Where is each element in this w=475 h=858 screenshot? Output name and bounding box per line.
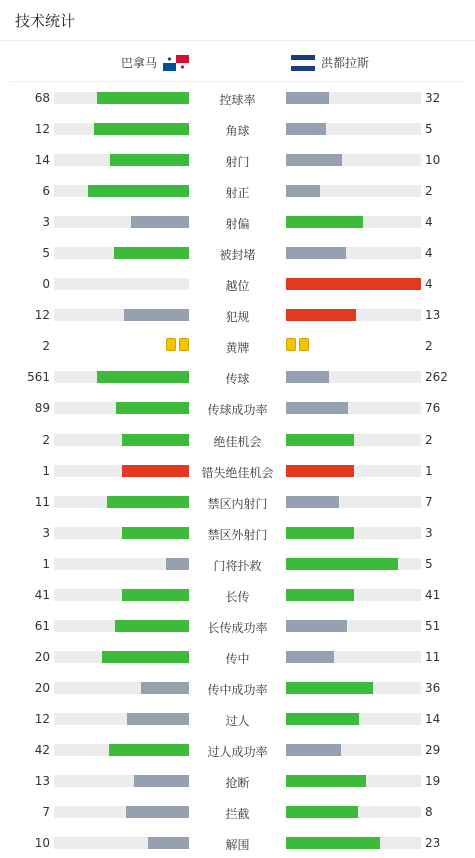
- away-bar-fill: [286, 434, 354, 446]
- home-bar-track: [54, 465, 189, 477]
- away-value: 262: [425, 370, 448, 385]
- away-value: 5: [425, 122, 433, 137]
- away-value: 4: [425, 215, 433, 230]
- away-value: 2: [425, 184, 433, 199]
- home-bar-track: [54, 434, 189, 446]
- home-bar-fill: [88, 185, 189, 197]
- home-bar-track: [54, 527, 189, 539]
- away-bar-track: [286, 806, 421, 818]
- stat-row: [0, 486, 475, 517]
- home-yellow-cards: [166, 338, 189, 351]
- page-title: 技术统计: [15, 11, 76, 30]
- away-bar-fill: [286, 402, 348, 414]
- stat-row: [0, 610, 475, 641]
- stat-label: 传中: [225, 651, 250, 666]
- away-bar-fill: [286, 154, 342, 166]
- stat-row: [0, 579, 475, 610]
- away-bar-fill: [286, 527, 354, 539]
- home-bar-track: [54, 589, 189, 601]
- away-bar-track: [286, 465, 421, 477]
- home-bar-fill: [131, 216, 189, 228]
- home-bar-fill: [114, 247, 189, 259]
- stat-label: 绝佳机会: [213, 434, 262, 449]
- away-bar-track: [286, 713, 421, 725]
- home-bar-fill: [122, 434, 190, 446]
- away-bar-fill: [286, 278, 421, 290]
- stat-row: [0, 424, 475, 455]
- stat-row: [0, 268, 475, 299]
- stat-row: [0, 237, 475, 268]
- away-value: 1: [425, 463, 433, 478]
- stat-label: 禁区内射门: [207, 496, 268, 511]
- away-bar-track: [286, 371, 421, 383]
- stat-row: [0, 361, 475, 392]
- home-bar-fill: [97, 92, 189, 104]
- away-bar-fill: [286, 620, 347, 632]
- away-bar-track: [286, 278, 421, 290]
- away-bar-fill: [286, 465, 354, 477]
- away-bar-track: [286, 837, 421, 849]
- home-bar-fill: [109, 744, 189, 756]
- home-value: 2: [42, 339, 50, 354]
- stat-row: [0, 827, 475, 858]
- home-value: 10: [34, 836, 50, 851]
- away-bar-fill: [286, 682, 373, 694]
- home-bar-fill: [116, 402, 189, 414]
- away-value: 7: [425, 494, 433, 509]
- home-value: 14: [34, 153, 50, 168]
- stat-row: [0, 703, 475, 734]
- away-bar-track: [286, 620, 421, 632]
- home-bar-fill: [166, 558, 189, 570]
- stat-label: 错失绝佳机会: [201, 465, 274, 480]
- away-value: 51: [425, 618, 441, 633]
- yellow-card-icon: [179, 338, 189, 351]
- yellow-card-icon: [166, 338, 176, 351]
- stat-label: 越位: [225, 279, 250, 294]
- stat-label: 犯规: [225, 310, 250, 325]
- stat-label: 门将扑救: [213, 558, 262, 573]
- home-bar-fill: [126, 806, 189, 818]
- away-bar-fill: [286, 806, 358, 818]
- away-bar-fill: [286, 371, 329, 383]
- away-bar-track: [286, 651, 421, 663]
- home-value: 12: [34, 711, 50, 726]
- away-bar-fill: [286, 837, 380, 849]
- home-bar-track: [54, 620, 189, 632]
- away-bar-fill: [286, 558, 398, 570]
- stats-list: [0, 82, 475, 858]
- home-value: 12: [34, 308, 50, 323]
- home-value: 20: [34, 649, 50, 664]
- page-header: [0, 0, 475, 41]
- home-value: 0: [42, 277, 50, 292]
- away-bar-fill: [286, 496, 339, 508]
- stat-label: 控球率: [219, 93, 256, 107]
- home-value: 68: [34, 91, 50, 105]
- away-value: 2: [425, 339, 433, 354]
- away-bar-track: [286, 247, 421, 259]
- home-bar-fill: [122, 527, 190, 539]
- stat-row: [0, 392, 475, 423]
- away-value: 2: [425, 432, 433, 447]
- stat-label: 抢断: [225, 776, 250, 791]
- away-bar-track: [286, 402, 421, 414]
- home-bar-track: [54, 371, 189, 383]
- home-bar-track: [54, 92, 189, 104]
- stat-label: 角球: [225, 124, 250, 139]
- home-team[interactable]: [121, 54, 189, 71]
- stat-row: [0, 517, 475, 548]
- away-bar-track: [286, 434, 421, 446]
- away-bar-track: [286, 558, 421, 570]
- away-bar-track: [286, 527, 421, 539]
- away-bar-fill: [286, 92, 329, 104]
- home-bar-fill: [122, 465, 190, 477]
- stat-label: 拦截: [225, 807, 250, 822]
- home-value: 7: [42, 805, 50, 820]
- home-bar-fill: [115, 620, 189, 632]
- home-value: 41: [34, 587, 50, 602]
- home-value: 12: [34, 122, 50, 137]
- away-value: 19: [425, 774, 441, 789]
- away-value: 32: [425, 91, 441, 105]
- away-bar-fill: [286, 651, 334, 663]
- away-bar-fill: [286, 775, 366, 787]
- home-bar-track: [54, 558, 189, 570]
- home-bar-track: [54, 185, 189, 197]
- home-team-name: 巴拿马: [120, 56, 157, 70]
- home-bar-fill: [102, 651, 189, 663]
- away-value: 4: [425, 277, 433, 292]
- stat-label: 长传成功率: [207, 620, 268, 635]
- away-value: 3: [425, 525, 433, 540]
- stat-row: [0, 548, 475, 579]
- home-bar-fill: [122, 589, 190, 601]
- stat-row: [0, 82, 475, 113]
- home-bar-fill: [148, 837, 189, 849]
- home-value: 1: [42, 556, 50, 571]
- home-value: 89: [34, 401, 50, 416]
- home-value: 561: [27, 370, 50, 385]
- away-bar-fill: [286, 589, 354, 601]
- away-bar-fill: [286, 744, 341, 756]
- away-value: 5: [425, 556, 433, 571]
- stat-row: [0, 113, 475, 144]
- away-bar-track: [286, 496, 421, 508]
- home-bar-fill: [107, 496, 189, 508]
- away-value: 13: [425, 308, 441, 323]
- stat-label: 传球成功率: [207, 403, 268, 418]
- away-value: 41: [425, 587, 441, 602]
- stat-label: 射正: [225, 186, 250, 201]
- home-bar-track: [54, 496, 189, 508]
- away-value: 10: [425, 153, 441, 168]
- away-value: 36: [425, 680, 441, 695]
- home-bar-track: [54, 402, 189, 414]
- stat-row: [0, 765, 475, 796]
- away-bar-track: [286, 185, 421, 197]
- stat-label: 射偏: [225, 217, 250, 232]
- home-bar-track: [54, 216, 189, 228]
- stat-row: [0, 175, 475, 206]
- away-bar-track: [286, 123, 421, 135]
- away-bar-track: [286, 744, 421, 756]
- away-bar-fill: [286, 713, 359, 725]
- away-bar-track: [286, 154, 421, 166]
- stat-label: 过人: [225, 713, 250, 728]
- away-value: 76: [425, 401, 441, 416]
- stat-label: 射门: [225, 155, 250, 170]
- teams-header: [10, 41, 465, 82]
- away-bar-track: [286, 589, 421, 601]
- home-bar-fill: [110, 154, 189, 166]
- away-bar-track: [286, 682, 421, 694]
- stat-label: 传球: [225, 372, 250, 387]
- home-bar-fill: [124, 309, 189, 321]
- stat-label: 被封堵: [219, 248, 256, 263]
- stat-row: [0, 734, 475, 765]
- away-value: 4: [425, 246, 433, 261]
- away-bar-fill: [286, 185, 320, 197]
- home-bar-track: [54, 806, 189, 818]
- away-bar-track: [286, 775, 421, 787]
- home-bar-fill: [141, 682, 189, 694]
- away-value: 8: [425, 805, 433, 820]
- away-team[interactable]: [291, 54, 369, 71]
- stat-row: [0, 206, 475, 237]
- stat-label: 传中成功率: [207, 682, 268, 697]
- home-bar-fill: [94, 123, 189, 135]
- stat-row: [0, 641, 475, 672]
- stat-row: [0, 672, 475, 703]
- stat-row: [0, 144, 475, 175]
- away-bar-fill: [286, 123, 326, 135]
- stat-row: [0, 299, 475, 330]
- home-value: 6: [42, 184, 50, 199]
- away-bar-track: [286, 309, 421, 321]
- away-team-name: 洪都拉斯: [321, 56, 370, 70]
- away-bar-fill: [286, 247, 346, 259]
- stat-label: 禁区外射门: [207, 527, 268, 542]
- away-value: 14: [425, 711, 441, 726]
- away-value: 23: [425, 836, 441, 851]
- home-value: 3: [42, 215, 50, 230]
- home-bar-track: [54, 713, 189, 725]
- home-bar-track: [54, 278, 189, 290]
- yellow-card-icon: [286, 338, 296, 351]
- home-value: 61: [34, 618, 50, 633]
- stat-label: 解围: [225, 838, 250, 853]
- home-bar-fill: [97, 371, 189, 383]
- stat-label: 黄牌: [225, 341, 250, 356]
- honduras-flag-icon: [291, 55, 315, 71]
- home-value: 42: [34, 742, 50, 757]
- away-value: 11: [425, 649, 441, 664]
- stat-row: [0, 330, 475, 361]
- home-bar-track: [54, 682, 189, 694]
- home-value: 3: [42, 525, 50, 540]
- stat-row: [0, 796, 475, 827]
- away-bar-fill: [286, 309, 356, 321]
- away-bar-fill: [286, 216, 363, 228]
- home-bar-track: [54, 154, 189, 166]
- stat-row: [0, 455, 475, 486]
- stat-label: 长传: [225, 589, 250, 604]
- away-bar-track: [286, 92, 421, 104]
- yellow-card-icon: [299, 338, 309, 351]
- home-value: 2: [42, 432, 50, 447]
- home-bar-track: [54, 309, 189, 321]
- home-bar-fill: [127, 713, 189, 725]
- home-bar-fill: [134, 775, 189, 787]
- home-value: 13: [34, 774, 50, 789]
- home-bar-track: [54, 775, 189, 787]
- away-bar-track: [286, 216, 421, 228]
- home-bar-track: [54, 247, 189, 259]
- away-value: 29: [425, 742, 441, 757]
- home-value: 1: [42, 463, 50, 478]
- panama-flag-icon: [163, 55, 189, 71]
- stat-label: 过人成功率: [207, 744, 268, 759]
- home-bar-track: [54, 744, 189, 756]
- away-yellow-cards: [286, 338, 309, 351]
- home-bar-track: [54, 123, 189, 135]
- home-value: 20: [34, 680, 50, 695]
- home-value: 11: [34, 494, 50, 509]
- home-bar-track: [54, 837, 189, 849]
- home-bar-track: [54, 651, 189, 663]
- home-value: 5: [42, 246, 50, 261]
